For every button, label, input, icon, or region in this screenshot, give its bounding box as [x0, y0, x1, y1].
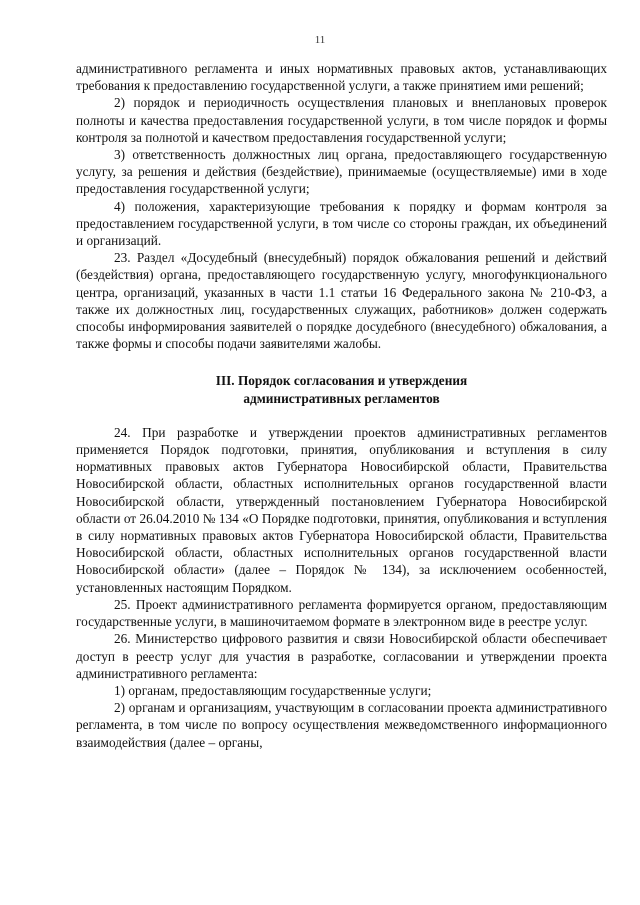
- paragraph-24: 24. При разработке и утверждении проектов административных регламентов применяется Порядок подготовки, принятия, опубликования и вступления в силу нормативных правовых актов Губернатора Новосибирской области, Правительства Новосибирской области, областных исполнительных органов государственной власти Новосибирской области, утвержденный постановлением Губернатора Новосибирской области от 26.04.2010 № 134 «О Порядке подготовки, принятия, опубликования и вступления в силу нормативных правовых актов Губернатора Новосибирской области, Правительства Новосибирской области, областных исполнительных органов государственной власти Новосибирской области» (далее – Порядок № 134), за исключением особенностей, установленных настоящим Порядком.: [76, 424, 607, 595]
- paragraph-26-item-1: 1) органам, предоставляющим государственные услуги;: [114, 682, 432, 698]
- paragraph-continuation: административного регламента и иных нормативных правовых актов, устанавливающих требования к предоставлению государственной услуги, а также принятием ими решений;: [76, 61, 607, 94]
- paragraph-item-4: 4) положения, характеризующие требования к порядку и формам контроля за предоставлением государственной услуги, в том числе со стороны граждан, их объединений и организаций.: [76, 198, 607, 249]
- document-body: [76, 60, 607, 751]
- paragraph-23: 23. Раздел «Досудебный (внесудебный) порядок обжалования решений и действий (бездействия) органа, предоставляющего государственную услугу, многофункционального центра, организаций, указанных в части 1.1 статьи 16 Федерального закона № 210-ФЗ, а также их должностных лиц, государственных служащих, работников» должен содержать способы информирования заявителей о порядке досудебного (внесудебного) обжалования, а также формы и способы подачи заявителями жалобы.: [76, 250, 607, 352]
- section-heading: [76, 372, 607, 406]
- paragraph-26: 26. Министерство цифрового развития и связи Новосибирской области обеспечивает доступ в реестр услуг для участия в разработке, согласовании и утверждении проекта административного регламента:: [76, 631, 607, 681]
- paragraph-item-3: 3) ответственность должностных лиц органа, предоставляющего государственную услугу, за решения и действия (бездействие), принимаемые (осуществляемые) ими в ходе предоставления государственной услуги;: [76, 147, 607, 197]
- paragraph-item-2: 2) порядок и периодичность осуществления плановых и внеплановых проверок полноты и качества предоставления государственной услуги, в том числе порядок и формы контроля за полнотой и качеством предоставления государственной услуги;: [76, 95, 607, 145]
- paragraph-26-item-2: 2) органам и организациям, участвующим в согласовании проекта административного регламента, в том числе по вопросу осуществления межведомственного информационного взаимодействия (далее – органы,: [76, 700, 607, 750]
- page-number: 11: [314, 34, 326, 46]
- paragraph-25: 25. Проект административного регламента формируется органом, предоставляющим государственные услуги, в машиночитаемом формате в электронном виде в реестре услуг.: [76, 596, 607, 630]
- section-heading-line-2: административных регламентов: [243, 390, 440, 406]
- section-heading-line-1: III. Порядок согласования и утверждения: [215, 373, 468, 389]
